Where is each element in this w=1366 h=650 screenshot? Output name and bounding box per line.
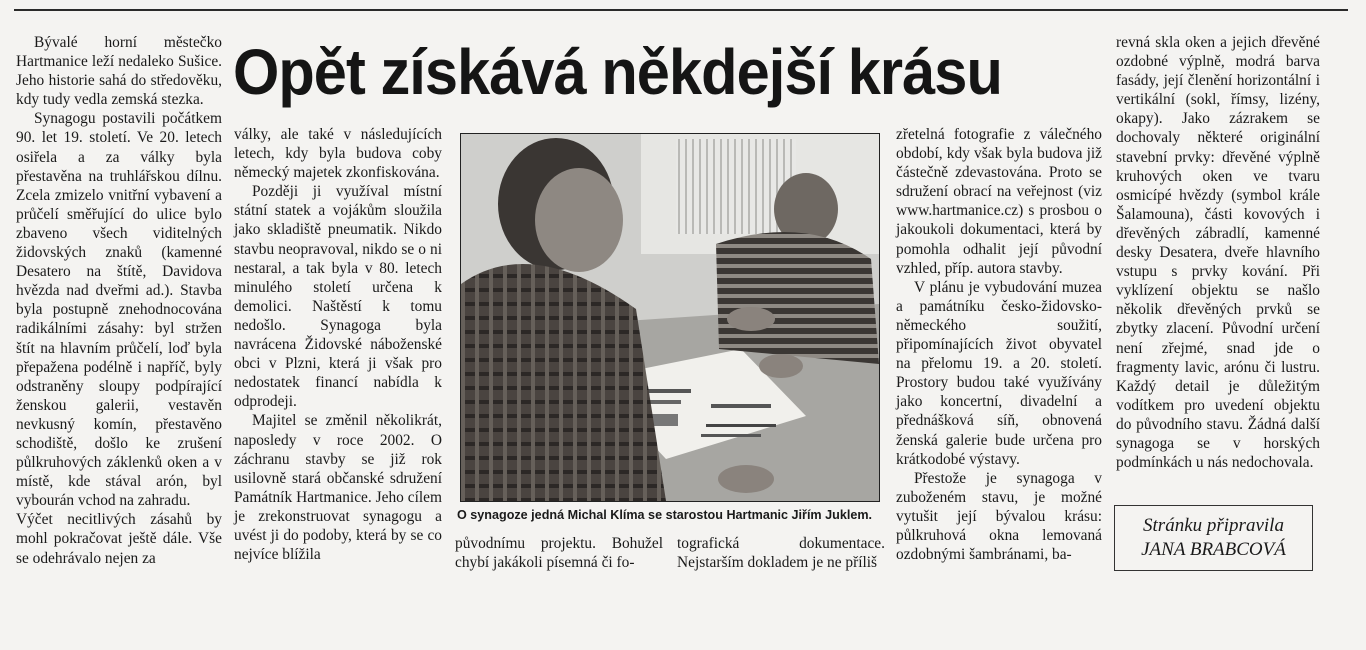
paragraph: zřetelná fotografie z válečného období, kdy však byla budova již částečně zdevastována. Proto se sdružení obrací na veřejnost (viz www.hartmanice.cz) s prosbou o jakoukoli dokumentaci, která by pomohla odhalit její původní vzhled, příp. autora stavby. [896, 126, 1102, 277]
column-3-bottom: původnímu projektu. Bohužel chybí jakákoli písemná či fo- [455, 535, 663, 572]
column-6 [1116, 33, 1320, 472]
column-4-bottom: tografická dokumentace. Nejstarším dokladem je ne příliš [677, 535, 885, 572]
paragraph: V plánu je vybudování muzea a památníku česko-židovsko-německého soužití, připomínajících život obyvatel na přelomu 19. a 20. století. Prostory budou také využívány jako koncertní, divadelní a přednášková síň, obnovená ženská galerie bude určena pro krátkodobé výstavy. [896, 278, 1102, 468]
author-name: JANA BRABCOVÁ [1141, 539, 1286, 560]
photo-caption: O synagoze jedná Michal Klíma se starostou Hartmanic Jiřím Juklem. [457, 508, 873, 522]
author-credit-box [1114, 505, 1313, 571]
paragraph: Přestože je synagoga v zuboženém stavu, je možné vytušit její bývalou krásu: půlkruhová okna lemovaná ozdobnými šambránami, ba- [896, 469, 1102, 564]
photo-illustration [461, 134, 879, 501]
column-1 [16, 33, 222, 568]
paragraph: Výčet necitlivých zásahů by mohl pokračovat ještě dále. Vše se odehrávalo nejen za [16, 511, 222, 567]
column-5 [896, 125, 1102, 564]
headline: Opět získává někdejší krásu [233, 36, 1002, 108]
column-2 [234, 125, 442, 564]
paragraph: Bývalé horní městečko Hartmanice leží nedaleko Sušice. Jeho historie sahá do středověku, kdy tudy vedla zemská stezka. [16, 34, 222, 109]
paragraph: války, ale také v následujících letech, kdy byla budova coby německý majetek zkonfiskována. [234, 126, 442, 182]
paragraph: Majitel se změnil několikrát, naposledy v roce 2002. O záchranu stavby se již rok usilovně stará občanské sdružení Památník Hartmanice. Jeho cílem je zrekonstruovat synagogu a uvést ji do podoby, která by se co nejvíce blížila [234, 412, 442, 564]
paragraph: revná skla oken a jejich dřevěné ozdobné výplně, modrá barva fasády, její členění horizontální i vertikální (sokl, římsy, lizény, okapy). Jako zázrakem se dochovaly některé originální stavební prvky: dřevěné výplně kruhových oken ve tvaru osmicípé hvězdy (symbol krále Šalamouna), části kovových i dřevěných zábradlí, kamenné desky Desatera, dveře hlavního vstupu s prvky kování. Při vyklízení objektu se našlo několik dřevěných prvků se zbytky zlacení. Původní určení není zřejmé, snad jde o fragmenty lavic, arónu či lustru. Každý detail je důležitým vodítkem pro uvedení objektu do původního stavu. Žádná další synagoga se v horských podmínkách u nás nedochovala. [1116, 34, 1320, 472]
paragraph: Později ji využíval místní státní statek a vojákům sloužila jako skladiště pneumatik. Nikdo stavbu neopravoval, nikdo se o ni nestaral, a tak byla v 80. letech minulého století určena k demolici. Naštěstí k tomu nedošlo. Synagoga byla navrácena Židovské náboženské obci v Plzni, která ji však pro nedostatek financí nabídla k odprodeji. [234, 183, 442, 411]
article-photo [460, 133, 880, 502]
paragraph: Synagogu postavili počátkem 90. let 19. století. Ve 20. letech osiřela a za války byla přestavěna na truhlářskou dílnu. Zcela zmizelo vnitřní vybavení a průčelí směřující do ulice bylo zbaveno všech viditelných židovských znaků (kamenné Desatero na štítě, Davidova hvězda nad dveřmi ad.). Stavba byla postupně znehodnocována radikálními zásahy: byl stržen štít na hlavním průčelí, loď byla přepažena podélně i napříč, byly odstraněny sloupy podpírající ženskou galerii, vestavěn nevkusný komín, přestavěno schodiště, došlo ke zrušení půlkruhových záklenků oken a v místě, kde stával arón, byl vybourán vchod na zahradu. [16, 110, 222, 510]
top-rule [14, 9, 1348, 11]
credit-line: Stránku připravila [1143, 515, 1284, 536]
